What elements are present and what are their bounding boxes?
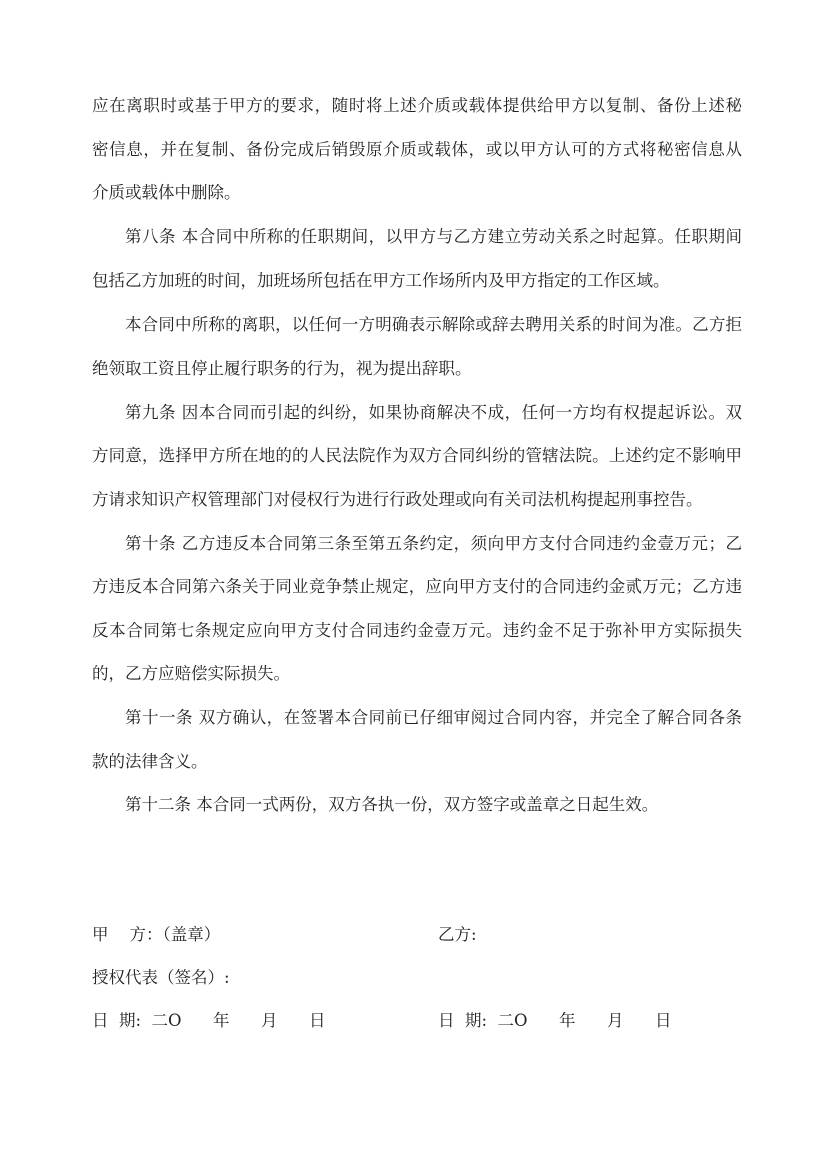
text-line: 方请求知识产权管理部门对侵权行为进行行政处理或向有关司法机构提起刑事控告。 — [92, 490, 703, 509]
text-line: 反本合同第七条规定应向甲方支付合同违约金壹万元。违约金不足于弥补甲方实际损失 — [92, 621, 742, 640]
article-11: 第十一条 双方确认，在签署本合同前已仔细审阅过合同内容，并完全了解合同各条 — [125, 708, 742, 727]
article-12: 第十二条 本合同一式两份，双方各执一份，双方签字或盖章之日起生效。 — [125, 795, 659, 814]
article-10: 第十条 乙方违反本合同第三条至第五条约定，须向甲方支付合同违约金壹万元；乙 — [125, 534, 742, 553]
text-line: 绝领取工资且停止履行职务的行为，视为提出辞职。 — [92, 359, 472, 378]
text-line: 应在离职时或基于甲方的要求，随时将上述介质或载体提供给甲方以复制、备份上述秘 — [92, 96, 742, 115]
text-line: 包括乙方加班的时间，加班场所包括在甲方工作场所内及甲方指定的工作区域。 — [92, 271, 670, 290]
text-line: 方违反本合同第六条关于同业竞争禁止规定，应向甲方支付的合同违约金贰万元；乙方违 — [92, 577, 742, 596]
authorized-rep-label: 授权代表（签名）: — [92, 968, 230, 987]
text-line: 款的法律含义。 — [92, 752, 208, 771]
text-line: 方同意，选择甲方所在地的的人民法院作为双方合同纠纷的管辖法院。上述约定不影响甲 — [92, 446, 742, 465]
article-8: 第八条 本合同中所称的任职期间，以甲方与乙方建立劳动关系之时起算。任职期间 — [125, 227, 742, 246]
date-a-label: 日 期: 二O 年 月 日 — [92, 1011, 326, 1030]
party-b-label: 乙方: — [438, 925, 477, 944]
text-line: 本合同中所称的离职，以任何一方明确表示解除或辞去聘用关系的时间为准。乙方拒 — [125, 315, 742, 334]
text-line: 介质或载体中删除。 — [92, 183, 241, 202]
article-9: 第九条 因本合同而引起的纠纷，如果协商解决不成，任何一方均有权提起诉讼。双 — [125, 403, 742, 422]
text-line: 的，乙方应赔偿实际损失。 — [92, 664, 290, 683]
text-line: 密信息，并在复制、备份完成后销毁原介质或载体，或以甲方认可的方式将秘密信息从 — [92, 140, 742, 159]
date-b-label: 日 期: 二O 年 月 日 — [438, 1011, 672, 1030]
party-a-label: 甲 方：（盖章） — [92, 925, 221, 944]
